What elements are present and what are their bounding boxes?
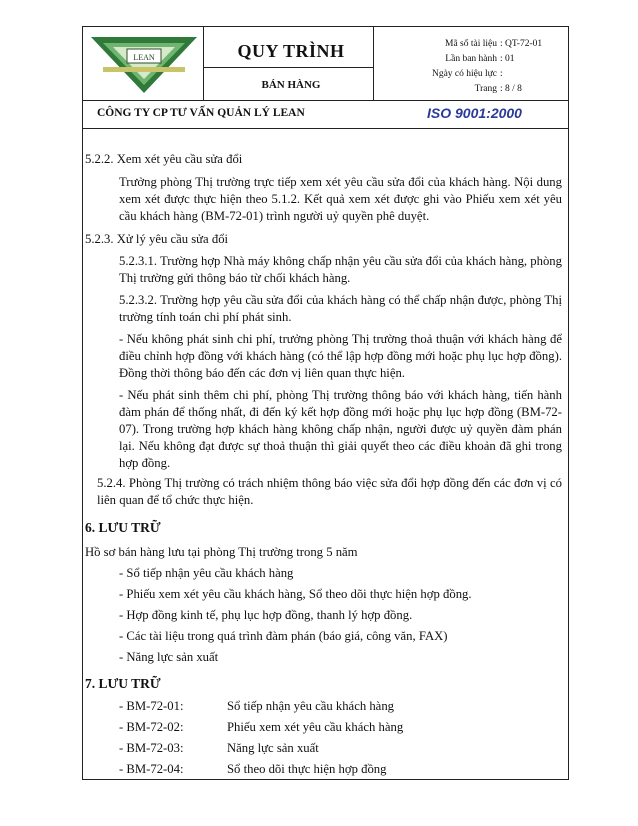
section-522-text: Trưởng phòng Thị trường trực tiếp xem xét yêu cầu sửa đổi của khách hàng. Nội dung xem xét được thực hiện theo 5.1.2. Kết quả xem xét được ghi vào Phiếu xem xét yêu cầu khách hàng (BM-72-01) trình người uỷ quyền phê duyệt. xyxy=(119,175,562,223)
logo-text: LEAN xyxy=(133,53,155,62)
page-label: Trang xyxy=(474,84,497,94)
section-5232-text: 5.2.3.2. Trường hợp yêu cầu sửa đổi của khách hàng có thể chấp nhận được, phòng Thị trường tính toán chi phí phát sinh. xyxy=(119,293,562,324)
document-body xyxy=(83,129,568,778)
section-522-heading: 5.2.2. Xem xét yêu cầu sửa đổi xyxy=(85,152,243,166)
doc-code-value: : QT-72-01 xyxy=(500,39,543,49)
company-name: CÔNG TY CP TƯ VẤN QUẢN LÝ LEAN xyxy=(97,107,305,119)
form-name: Phiếu xem xét yêu cầu khách hàng xyxy=(227,720,404,734)
lean-logo xyxy=(89,33,199,95)
section-5232-case-a: - Nếu không phát sinh chi phí, trưởng phòng Thị trường thoả thuận với khách hàng để điều chỉnh hợp đồng với khách hàng (có thể lập hợp đồng mới hoặc phụ lục hợp đồng). Đồng thời thông báo đến các đơn vị liên quan thực hiện. xyxy=(119,332,562,380)
storage-item: - Sổ tiếp nhận yêu cầu khách hàng xyxy=(119,566,294,580)
issue-value: : 01 xyxy=(500,54,515,64)
form-list-item xyxy=(83,761,568,778)
storage-item: - Hợp đồng kinh tế, phụ lục hợp đồng, thanh lý hợp đồng. xyxy=(119,608,413,622)
storage-item: - Phiếu xem xét yêu cầu khách hàng, Sổ theo dõi thực hiện hợp đồng. xyxy=(119,587,472,601)
storage-item: - Năng lực sản xuất xyxy=(119,650,219,664)
form-list-item xyxy=(83,719,568,736)
document-header xyxy=(83,27,568,129)
form-name: Sổ tiếp nhận yêu cầu khách hàng xyxy=(227,699,395,713)
section-6-heading: 6. LƯU TRỮ xyxy=(85,520,161,535)
effective-value: : xyxy=(500,69,503,79)
section-5231-text: 5.2.3.1. Trường hợp Nhà máy không chấp nhận yêu cầu sửa đổi của khách hàng, phòng Thị trường gửi thông báo từ chối khách hàng. xyxy=(119,254,562,285)
iso-standard: ISO 9001:2000 xyxy=(427,105,522,121)
form-name: Sổ theo dõi thực hiện hợp đồng xyxy=(227,762,387,776)
form-list-item xyxy=(83,740,568,757)
section-5232-case-b: - Nếu phát sinh thêm chi phí, phòng Thị trường thông báo với khách hàng, tiến hành đàm phán để thống nhất, đi đến ký kết hợp đồng mới hoặc phụ lục hợp đồng (BM-72-07). Trong trường hợp khách hàng không chấp nhận, người được uỷ quyền đàm phán lại. Nếu không đạt được sự thoả thuận thì giải quyết theo các điều khoản đã ghi trong hợp đồng. xyxy=(119,388,562,470)
section-7-heading: 7. LƯU TRỮ xyxy=(85,676,161,691)
form-code: - BM-72-01: xyxy=(119,699,184,713)
section-523-heading: 5.2.3. Xử lý yêu cầu sửa đổi xyxy=(85,232,229,246)
effective-label: Ngày có hiệu lực xyxy=(431,69,497,79)
page-value: : 8 / 8 xyxy=(500,84,522,94)
form-list-item xyxy=(83,698,568,715)
storage-item: - Các tài liệu trong quá trình đàm phán (báo giá, công văn, FAX) xyxy=(119,629,448,643)
section-524-text: 5.2.4. Phòng Thị trường có trách nhiệm thông báo việc sửa đổi hợp đồng đến các đơn vị có liên quan để tổ chức thực hiện. xyxy=(97,476,562,507)
document-meta xyxy=(379,37,567,97)
section-6-intro: Hồ sơ bán hàng lưu tại phòng Thị trường trong 5 năm xyxy=(85,545,358,559)
document-title: QUY TRÌNH xyxy=(237,41,345,61)
form-code: - BM-72-04: xyxy=(119,762,184,776)
form-code: - BM-72-03: xyxy=(119,741,184,755)
form-name: Năng lực sản xuất xyxy=(227,741,319,755)
document-subtitle: BÁN HÀNG xyxy=(261,79,321,91)
document-frame xyxy=(82,26,569,780)
form-code: - BM-72-02: xyxy=(119,720,184,734)
doc-code-label: Mã số tài liệu xyxy=(445,39,497,49)
issue-label: Lần ban hành xyxy=(445,54,497,64)
